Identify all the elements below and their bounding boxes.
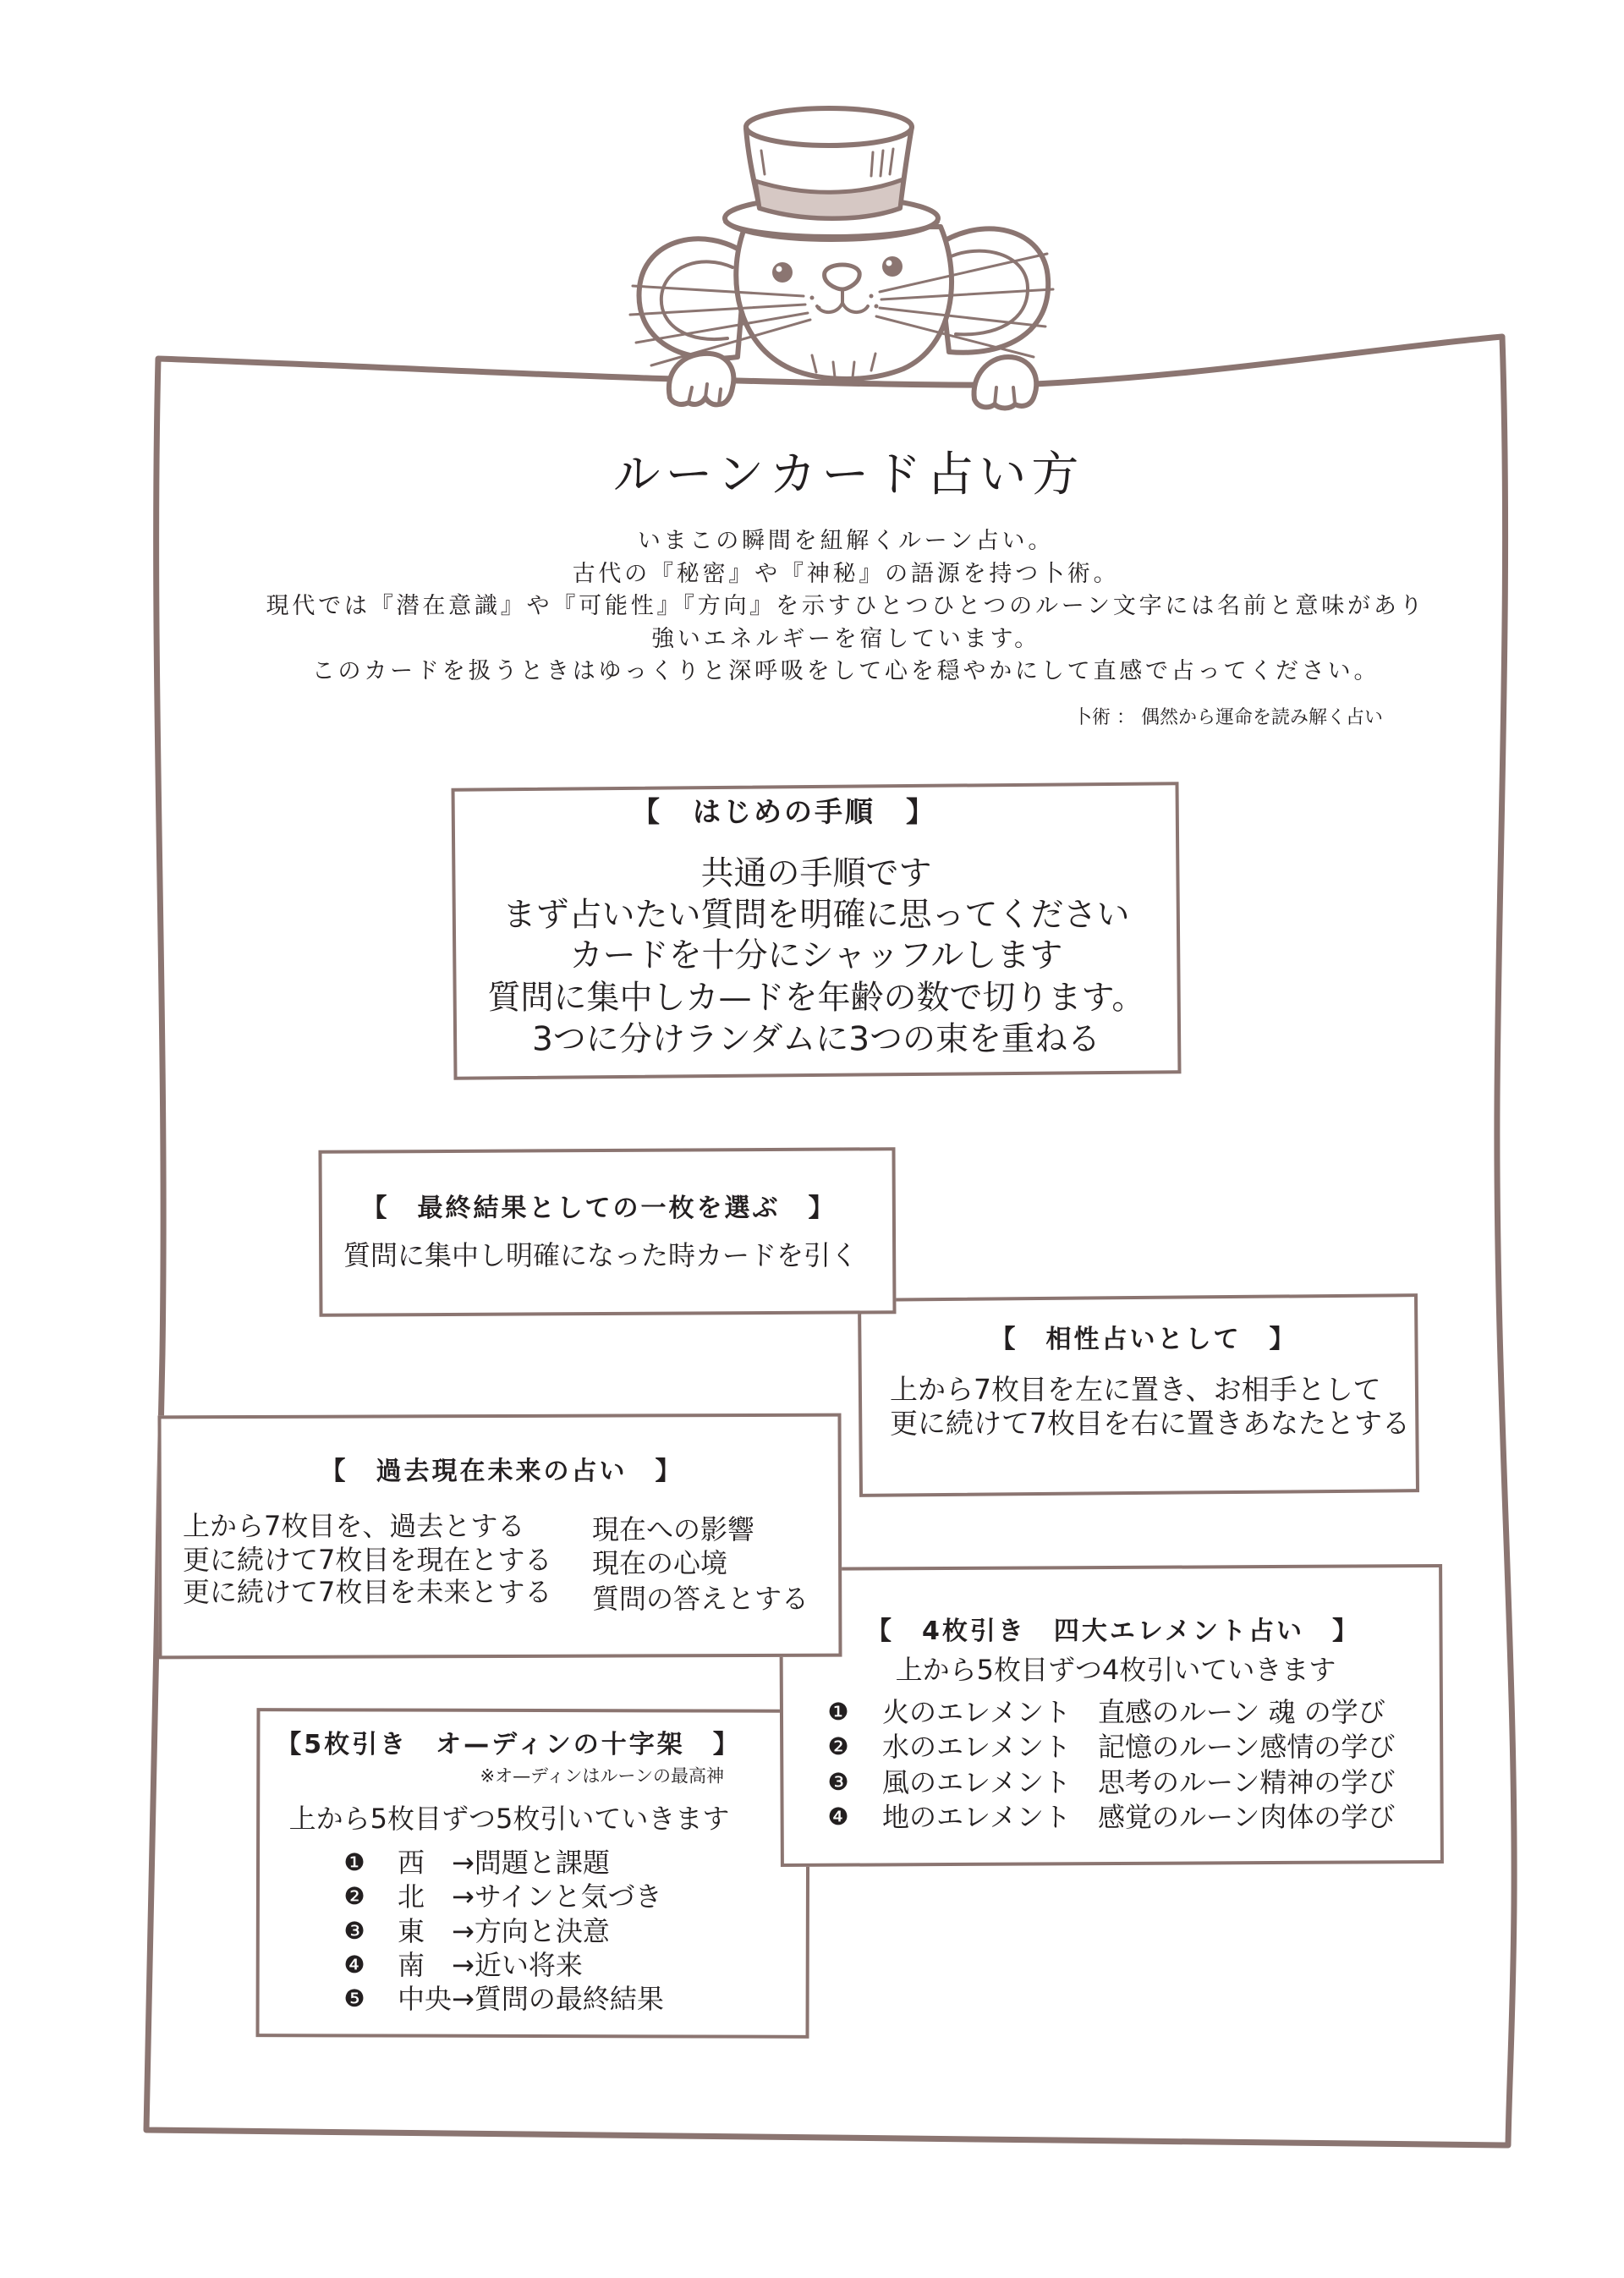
intro-line: 強いエネルギーを宿しています。	[651, 625, 1040, 652]
step-number: ❷	[343, 1882, 365, 1910]
first-steps-box	[453, 785, 1180, 1077]
card-position-line: 更に続けて7枚目を現在とする	[183, 1543, 552, 1576]
step-number: ❶	[343, 1848, 365, 1876]
box-border	[318, 1147, 896, 1317]
step-number: ❹	[343, 1951, 365, 1979]
card-meaning-line: 質問の答えとする	[592, 1582, 809, 1615]
step-number: ❺	[343, 1984, 365, 2012]
intro-note: 卜術 ： 偶然から運命を読み解く占い	[1073, 707, 1383, 728]
intro-line: 現代では『潜在意識』や『可能性』『方向』を示すひとつひとつのルーン文字には名前と意味があり	[266, 593, 1426, 619]
step-number: ❷	[827, 1732, 849, 1760]
past-present-future-box	[158, 1414, 842, 1658]
intro-line: 古代の『秘密』や『神秘』の語源を持つ卜術。	[572, 560, 1120, 587]
first-steps-heading: 【 はじめの手順 】	[632, 795, 936, 829]
compatibility-line: 上から7枚目を左に置き、お相手として	[890, 1373, 1381, 1407]
first-steps-line: カードを十分にシャッフルします	[569, 936, 1063, 975]
step-number: ❶	[827, 1698, 849, 1726]
four-elements-subtitle: 上から5枚目ずつ4枚引いていきます	[895, 1653, 1336, 1686]
odin-cross-heading: 【5枚引き オ—ディンの十字架 】	[276, 1730, 741, 1759]
four-elements-heading: 【 4枚引き 四大エレメント占い 】	[866, 1617, 1360, 1646]
right-eye	[882, 256, 903, 277]
element-item: 風のエレメント 思考のルーン精神の学び	[882, 1765, 1396, 1798]
odin-cross-item: 中央→質問の最終結果	[398, 1982, 664, 2015]
hat-top	[746, 108, 912, 145]
one-card-heading: 【 最終結果としての一枚を選ぶ 】	[361, 1194, 837, 1223]
left-eye	[772, 262, 793, 283]
compatibility-box	[859, 1296, 1418, 1495]
card-meaning-line: 現在への影響	[592, 1512, 755, 1545]
card-meaning-line: 現在の心境	[592, 1546, 728, 1579]
page-title: ルーンカード占い方	[612, 447, 1084, 502]
step-number: ❸	[827, 1768, 849, 1796]
mouse-illustration	[630, 108, 1053, 379]
left-eye-highlight	[776, 266, 782, 272]
left-paw	[669, 354, 733, 405]
odin-cross-subtitle: 上から5枚目ずつ5枚引いていきます	[288, 1802, 730, 1835]
card-position-line: 上から7枚目を、過去とする	[183, 1509, 525, 1542]
one-card-line: 質問に集中し明確になった時カードを引く	[343, 1238, 859, 1271]
compatibility-heading: 【 相性占いとして 】	[990, 1325, 1298, 1354]
odin-cross-item: 東 →方向と決意	[398, 1914, 610, 1947]
right-paw	[974, 357, 1036, 409]
intro-line: いまこの瞬間を紐解くルーン占い。	[637, 528, 1055, 554]
first-steps-line: 3つに分けランダムに3つの束を重ねる	[531, 1020, 1101, 1059]
intro-text	[266, 525, 1426, 689]
odin-cross-box	[256, 1709, 809, 2038]
step-number: ❸	[343, 1917, 365, 1945]
odin-cross-item: 西 →問題と課題	[398, 1846, 610, 1879]
odin-cross-item: 南 →近い将来	[398, 1948, 583, 1981]
odin-cross-item: 北 →サインと気づき	[398, 1880, 662, 1913]
first-steps-line: まず占いたい質問を明確に思ってください	[502, 896, 1130, 935]
step-number: ❹	[827, 1803, 849, 1831]
right-eye-highlight	[886, 261, 892, 266]
one-card-box	[319, 1149, 896, 1315]
compatibility-line: 更に続けて7枚目を右に置きあなたとする	[890, 1407, 1410, 1441]
first-steps-line: 共通の手順です	[700, 854, 932, 893]
card-position-line: 更に続けて7枚目を未来とする	[183, 1575, 552, 1608]
odin-cross-note: ※オ—ディンはルーンの最高神	[480, 1765, 724, 1787]
element-item: 水のエレメント 記憶のルーン感情の学び	[882, 1730, 1396, 1763]
mouse-nose	[825, 265, 860, 289]
four-elements-box	[780, 1566, 1443, 1865]
first-steps-line: 質問に集中しカ—ドを年齢の数で切ります。	[487, 979, 1145, 1018]
element-item: 火のエレメント 直感のルーン 魂 の学び	[882, 1695, 1385, 1728]
element-item: 地のエレメント 感覚のルーン肉体の学び	[882, 1800, 1396, 1833]
past-present-future-heading: 【 過去現在未来の占い 】	[320, 1457, 683, 1486]
top-hat	[725, 108, 938, 239]
intro-line: このカードを扱うときはゆっくりと深呼吸をして心を穏やかにして直感で占ってください。	[311, 658, 1380, 684]
